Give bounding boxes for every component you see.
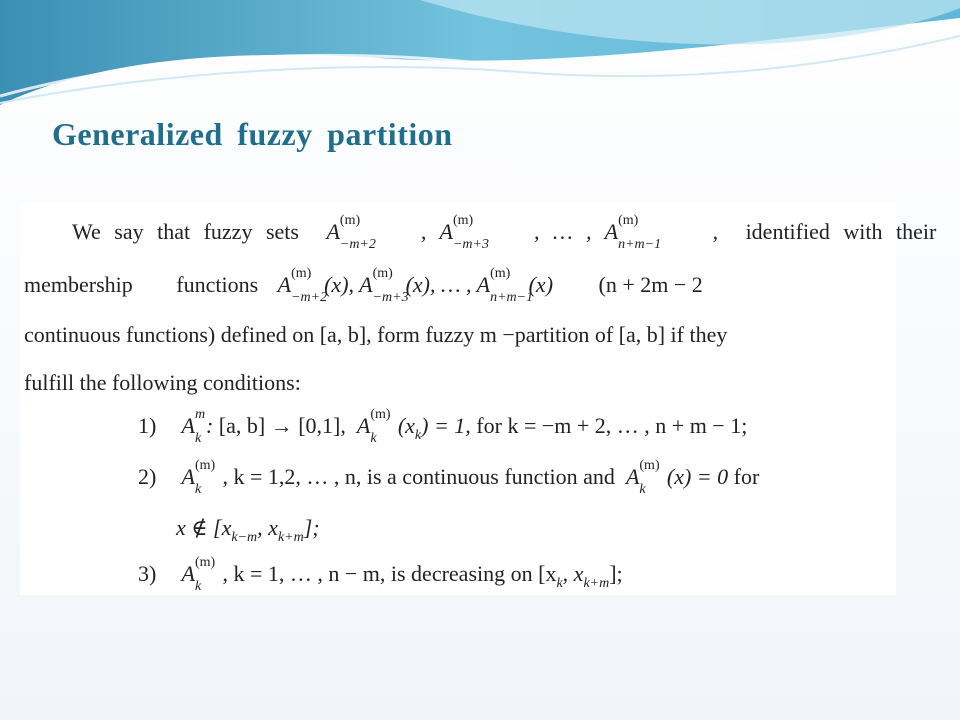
paragraph-line-3: continuous functions) defined on [a, b], form fuzzy m −partition of [a, b] if they	[24, 322, 728, 347]
condition-2-interval-text: x ∉ [x	[176, 515, 232, 540]
condition-2-interval: x ∉ [$x_{k-m}$, $x_{k+m}$];	[176, 515, 320, 545]
header-wave-decoration	[0, 0, 960, 110]
text-functions: functions	[176, 272, 259, 297]
condition-3: 3) A (m) k , k = 1, … , n − m, is decreasing on [$x_k$, $x_{k+m}$];	[138, 554, 623, 594]
definition-panel	[20, 203, 937, 595]
condition-1-number: 1)	[138, 413, 157, 438]
paragraph-line-4: fulfill the following conditions:	[24, 370, 301, 395]
paragraph-line-1: We say that fuzzy sets A (m) −m+2 , A (m) −m+3 , … , A (m) n+m−1 , identified with their	[72, 212, 937, 252]
condition-2-number: 2)	[138, 464, 157, 489]
condition-3-text: , k = 1, … , n − m, is decreasing on [x	[222, 561, 557, 586]
text-membership: membership	[24, 272, 133, 297]
condition-1-text: [a, b] → [0,1],	[218, 413, 346, 438]
paragraph-line-2: membership functions A (m) −m+2 (x), A (m) −m+3 (x), … , A (m) n+m−1 (x) (n + 2m − 2	[24, 265, 703, 305]
condition-2-text: , k = 1,2, … , n, is a continuous function and	[222, 464, 615, 489]
condition-1: 1) A m k : [a, b] → [0,1], A (m) k $(x_k) = 1$, for k = −m + 2, … , n + m − 1;	[138, 406, 748, 446]
text-we-say: We say that fuzzy sets	[72, 219, 299, 244]
text-identified: identified with their	[745, 219, 937, 244]
slide-title: Generalized fuzzy partition	[52, 116, 453, 152]
condition-1-tail: for k = −m + 2, … , n + m − 1;	[476, 413, 748, 438]
condition-2: 2) A (m) k , k = 1,2, … , n, is a continuous function and A (m) k (x) = 0 for	[138, 457, 760, 497]
text-count: (n + 2m − 2	[598, 272, 703, 297]
condition-3-number: 3)	[138, 561, 157, 586]
condition-2-tail: for	[733, 464, 760, 489]
